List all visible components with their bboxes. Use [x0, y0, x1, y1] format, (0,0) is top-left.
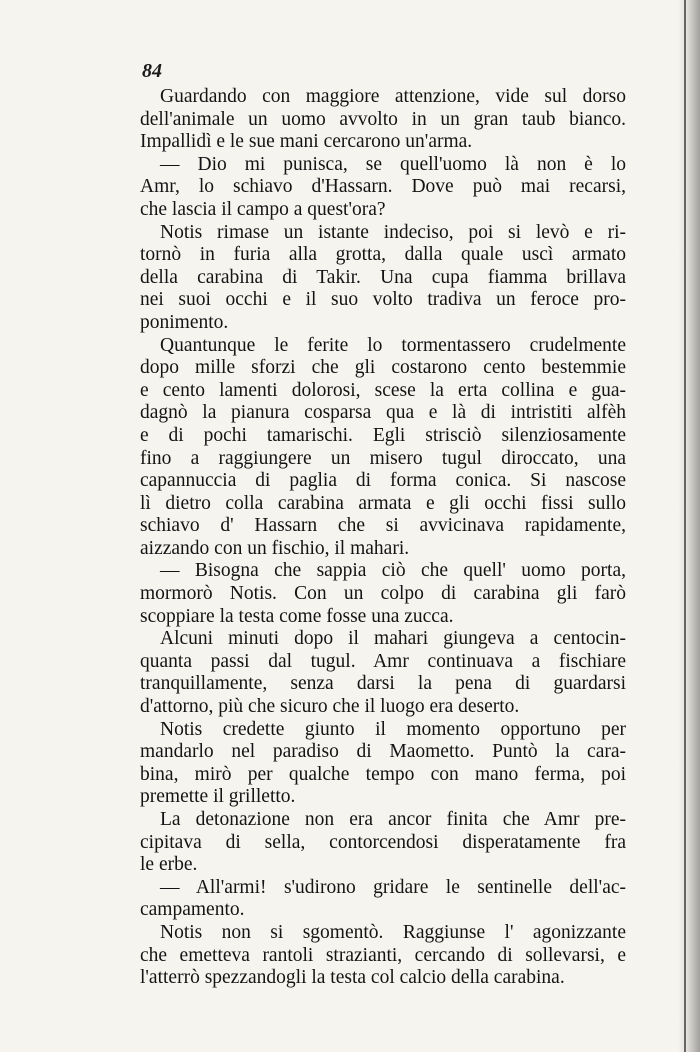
text-line: scoppiare la testa come fosse una zucca.: [140, 605, 454, 627]
text-line: che emetteva rantoli strazianti, cercando di sollevarsi, e: [140, 944, 626, 966]
text-line: Notis non si sgomentò. Raggiunse l' agonizzante: [160, 921, 626, 943]
page-number: 84: [142, 60, 162, 82]
text-line: cipitava di sella, contorcendosi disperatamente fra: [140, 831, 626, 853]
text-line: — Dio mi punisca, se quell'uomo là non è lo: [160, 153, 626, 175]
text-line: quanta passi dal tugul. Amr continuava a fischiare: [140, 650, 626, 672]
text-line: La detonazione non era ancor finita che Amr pre-: [160, 809, 626, 830]
text-line: Notis credette giunto il momento opportuno per: [160, 718, 626, 740]
text-line: Alcuni minuti dopo il mahari giungeva a centocin-: [160, 628, 626, 650]
text-line: mormorò Notis. Con un colpo di carabina gli farò: [140, 583, 626, 605]
text-line: dopo mille sforzi che gli costarono cento bestemmie: [140, 357, 626, 379]
body-text: [140, 86, 626, 990]
text-line: le erbe.: [140, 854, 198, 876]
text-line: e di pochi tamarischi. Egli strisciò silenziosamente: [140, 424, 626, 446]
text-line: fino a raggiungere un misero tugul diroccato, una: [140, 447, 626, 469]
text-line: — All'armi! s'udirono gridare le sentinelle dell'ac-: [160, 876, 626, 898]
text-line: che lascia il campo a quest'ora?: [140, 198, 386, 220]
text-line: dagnò la pianura cosparsa qua e là di intristiti alfèh: [140, 402, 626, 424]
text-line: bina, mirò per qualche tempo con mano ferma, poi: [140, 763, 626, 785]
text-line: schiavo d' Hassarn che si avvicinava rapidamente,: [140, 515, 626, 537]
text-line: — Bisogna che sappia ciò che quell' uomo porta,: [160, 560, 626, 582]
text-line: mandarlo nel paradiso di Maometto. Puntò la cara-: [140, 741, 626, 763]
page-edge-line: [684, 0, 686, 1052]
text-line: Notis rimase un istante indeciso, poi si levò e ri-: [160, 221, 626, 243]
text-line: Guardando con maggiore attenzione, vide sul dorso: [160, 86, 626, 107]
text-line: ponimento.: [140, 311, 229, 333]
text-line: campamento.: [140, 899, 245, 921]
text-line: premette il grilletto.: [140, 786, 296, 808]
text-line: Impallidì e le sue mani cercarono un'arma.: [140, 131, 473, 153]
text-line: dell'animale un uomo avvolto in un gran taub bianco.: [140, 108, 626, 130]
text-line: tornò in furia alla grotta, dalla quale uscì armato: [140, 244, 626, 266]
text-line: lì dietro colla carabina armata e gli occhi fissi sullo: [140, 492, 626, 514]
text-line: della carabina di Takir. Una cupa fiamma brillava: [140, 266, 626, 288]
text-line: tranquillamente, senza darsi la pena di guardarsi: [140, 673, 626, 695]
text-line: d'attorno, più che sicuro che il luogo era deserto.: [140, 696, 520, 718]
page-edge-shadow: [678, 0, 700, 1052]
text-line: capannuccia di paglia di forma conica. Si nascose: [140, 470, 626, 492]
text-line: Amr, lo schiavo d'Hassarn. Dove può mai recarsi,: [140, 176, 626, 198]
text-line: aizzando con un fischio, il mahari.: [140, 537, 410, 559]
text-line: Quantunque le ferite lo tormentassero crudelmente: [160, 334, 626, 356]
text-line: e cento lamenti dolorosi, scese la erta collina e gua-: [140, 379, 626, 401]
text-line: l'atterrò spezzandogli la testa col calcio della carabina.: [140, 967, 565, 989]
text-line: nei suoi occhi e il suo volto tradiva un feroce pro-: [140, 289, 626, 311]
